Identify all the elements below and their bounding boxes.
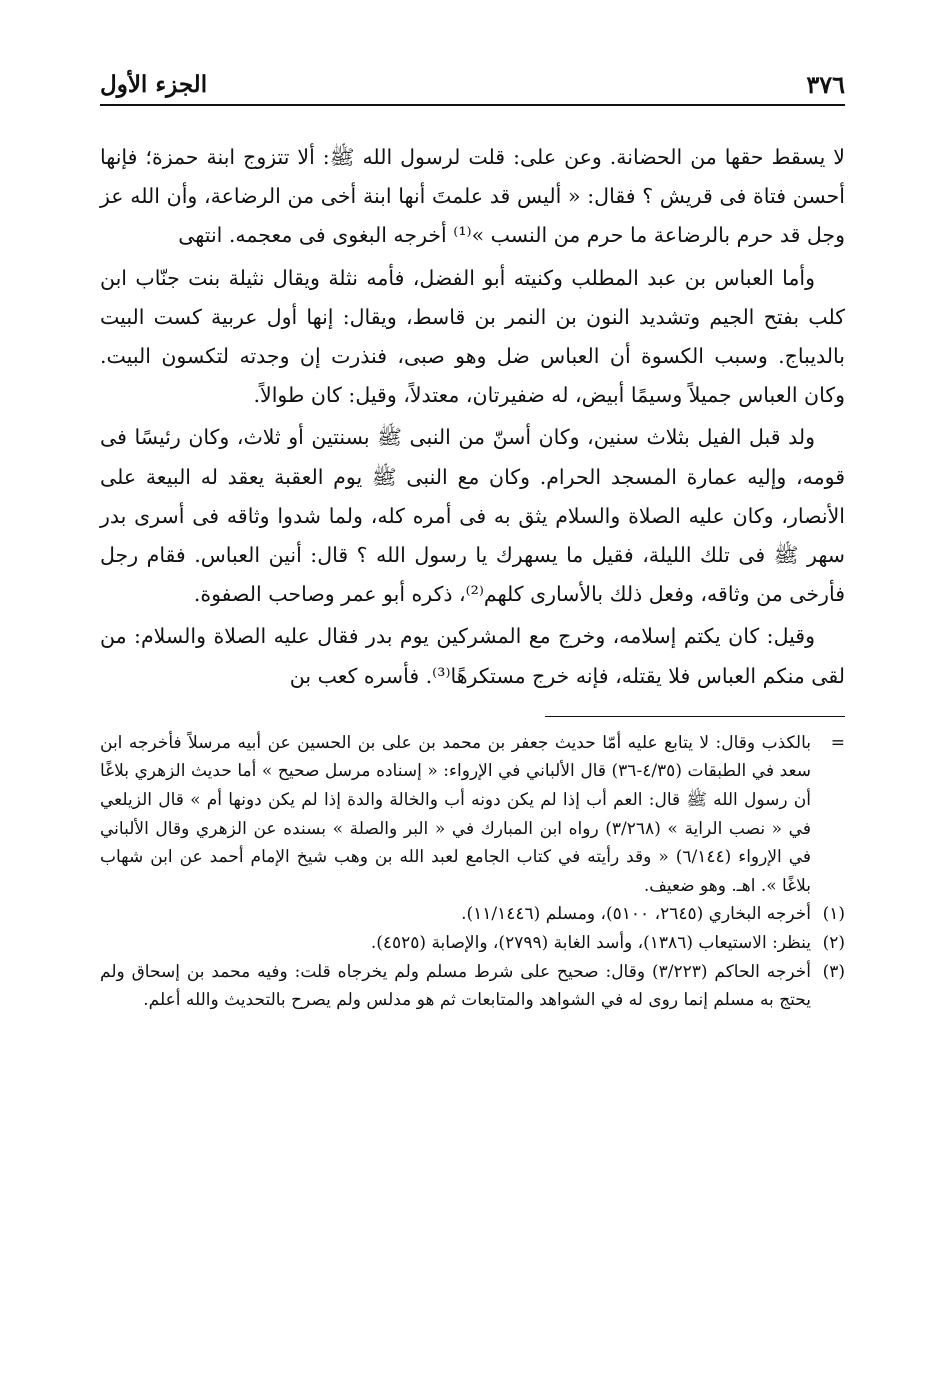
footnotes	[100, 729, 845, 1015]
book-page	[100, 70, 845, 1015]
footnote-text: ينظر: الاستيعاب (١٣٨٦)، وأسد الغابة (٢٧٩٩)، والإصابة (٤٥٢٥).	[370, 933, 811, 953]
body-paragraph: ولد قبل الفيل بثلاث سنين، وكان أسنّ من النبى ﷺ بسنتين أو ثلاث، وكان رئيسًا فى قومه، وإليه عمارة المسجد الحرام. وكان مع النبى ﷺ يوم العقبة يعقد له البيعة على الأنصار، وكان عليه الصلاة والسلام يثق به فى أمره كله، ولما شدوا وثاقه فى أسرى بدر سهر ﷺ فى تلك الليلة، فقيل ما يسهرك يا رسول الله ؟ قال: أنين العباس. فقام رجل فأرخى من وثاقه، وفعل ذلك بالأسارى كلهم⁽²⁾، ذكره أبو عمر وصاحب الصفوة.	[100, 425, 845, 607]
footnote-3	[100, 958, 845, 1015]
footnote-marker: =	[830, 732, 845, 753]
footnote-text: أخرجه الحاكم (٣/٢٢٣) وقال: صحيح على شرط مسلم ولم يخرجاه قلت: وفيه محمد بن إسحاق ولم يحتج به مسلم إنما روى له في الشواهد والمتابعات ثم هو مدلس ولم يصرح بالتحديث والله أعلم.	[100, 961, 811, 1011]
page-number: ٣٧٦	[806, 70, 845, 99]
page-header	[100, 70, 845, 106]
footnote-marker: (٢)	[822, 933, 845, 953]
footnote-marker: (٣)	[822, 961, 845, 982]
footnote-text: أخرجه البخاري (٢٦٤٥، ٥١٠٠)، ومسلم (١١/١٤٤٦).	[461, 904, 811, 925]
footnote-1	[100, 900, 845, 929]
body-paragraph: وأما العباس بن عبد المطلب وكنيته أبو الفضل، فأمه نثلة ويقال نثيلة بنت جنّاب ابن كلب بفتح الجيم وتشديد النون بن النمر بن قاسط، ويقال: إنها أول عربية كست البيت بالديباج. وسبب الكسوة أن العباس ضل وهو صبى، فنذرت إن وجدته لتكسون البيت. وكان العباس جميلاً وسيمًا أبيض، له ضفيرتان، معتدلاً، وقيل: كان طوالاً.	[100, 265, 845, 408]
footnote-text: بالكذب وقال: لا يتابع عليه أمّا حديث جعفر بن محمد بن على بن الحسين عن أبيه مرسلاً فأخرجه ابن سعد في الطبقات (٤/٣٥-٣٦) قال الألباني في الإرواء: « إسناده مرسل صحيح » أما حديث الزهري بلاغًا أن رسول الله ﷺ قال: العم أب إذا لم يكن دونه أب والخالة والدة إذا لم يكن دونها أم » قال الزيلعي في « نصب الراية » (٣/٢٦٨) رواه ابن المبارك في « البر والصلة » بسنده عن الزهري وقال الألباني في الإرواء (٦/١٤٤) « وقد رأيته في كتاب الجامع لعبد الله بن وهب شيخ الإمام أحمد عن ابن شهاب بلاغًا ». اهـ. وهو ضعيف.	[100, 732, 812, 896]
footnote-continuation	[100, 729, 845, 901]
body-paragraph: وقيل: كان يكتم إسلامه، وخرج مع المشركين يوم بدر فقال عليه الصلاة والسلام: من لقى منكم العباس فلا يقتله، فإنه خرج مستكرهًا⁽³⁾. فأسره كعب بن	[100, 624, 845, 688]
footnote-marker: (١)	[822, 904, 845, 925]
main-text	[100, 138, 845, 696]
footnote-divider	[545, 716, 845, 717]
body-paragraph: لا يسقط حقها من الحضانة. وعن على: قلت لرسول الله ﷺ: ألا تتزوج ابنة حمزة؛ فإنها أحسن فتاة فى قريش ؟ فقال: « أليس قد علمتَ أنها ابنة أخى من الرضاعة، وأن الله عز وجل قد حرم بالرضاعة ما حرم من النسب »⁽¹⁾ أخرجه البغوى فى معجمه. انتهى	[100, 145, 845, 248]
volume-title: الجزء الأول	[100, 71, 208, 98]
footnote-2	[100, 929, 845, 958]
